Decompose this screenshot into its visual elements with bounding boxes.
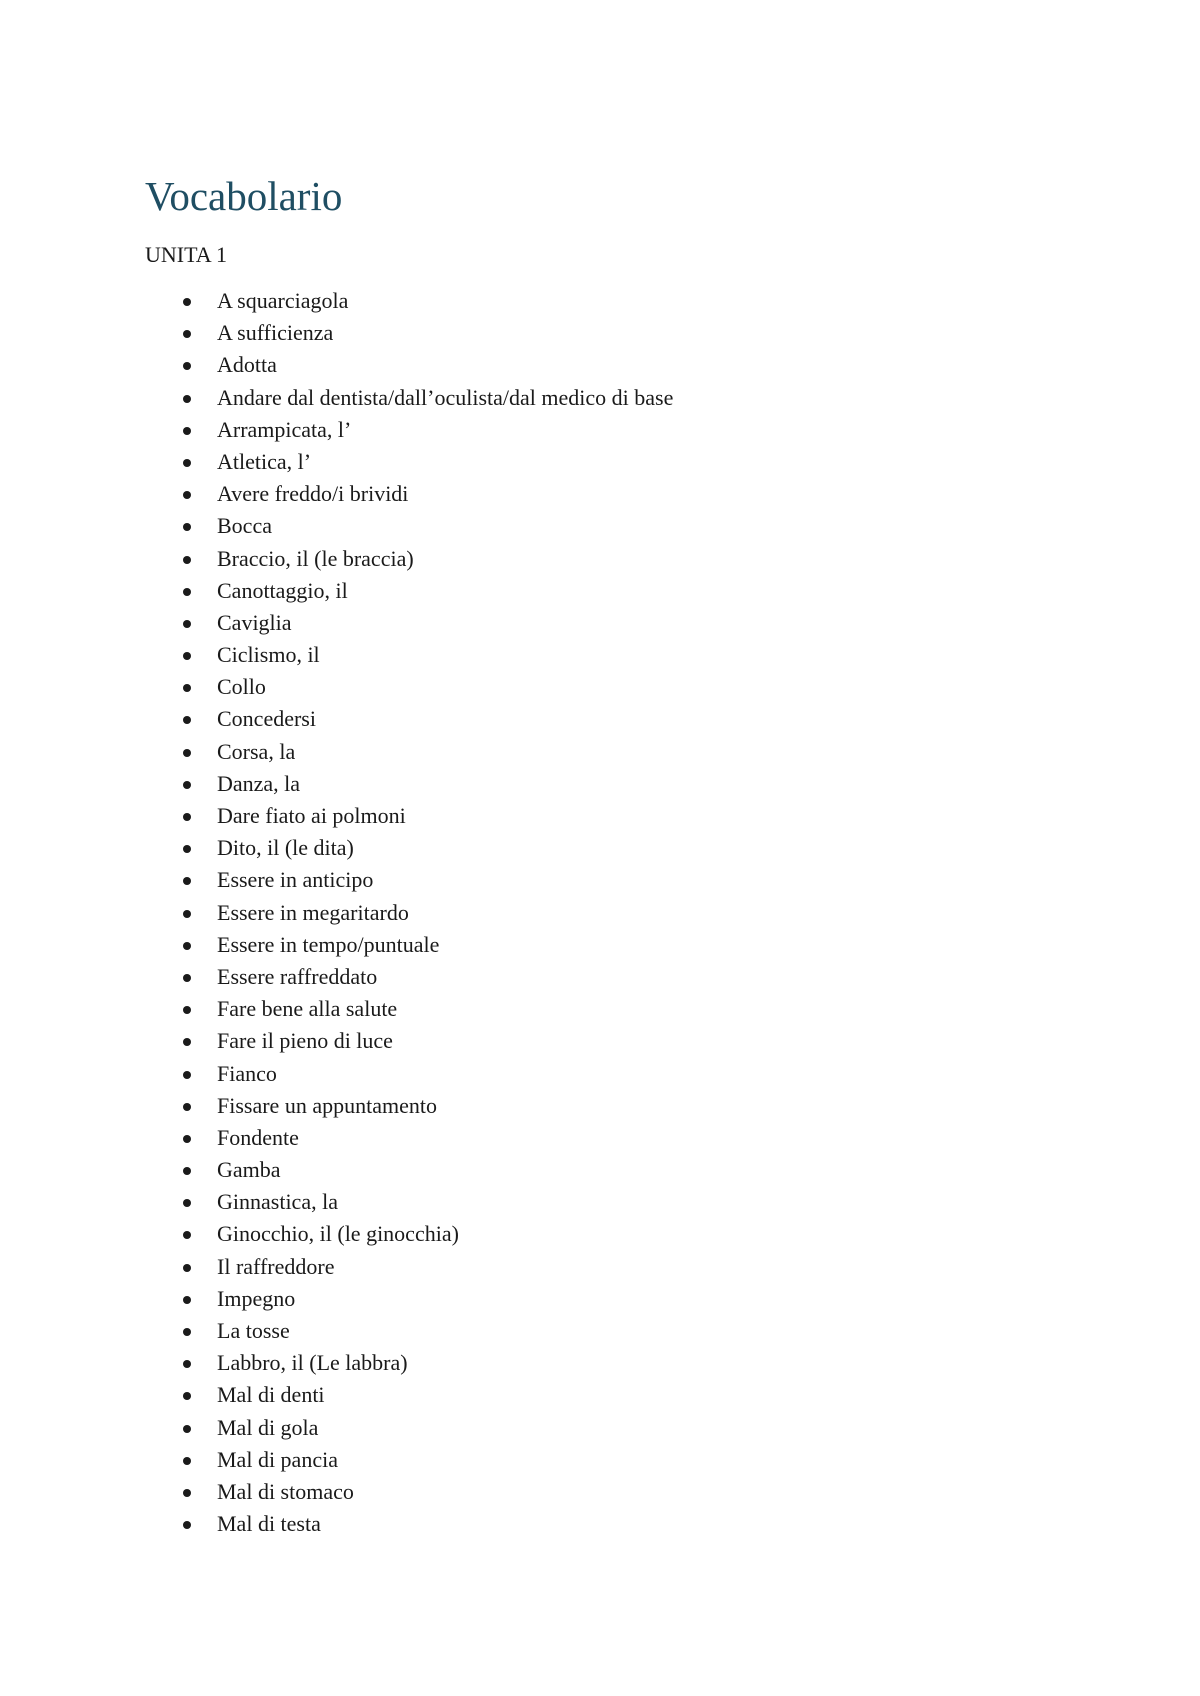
list-item	[0, 417, 900, 449]
list-item-text: Mal di gola	[217, 1414, 319, 1440]
list-item	[0, 352, 900, 384]
list-item	[0, 1286, 900, 1318]
list-item-text: Mal di testa	[217, 1511, 321, 1537]
list-item-text: Il raffreddore	[217, 1253, 335, 1279]
bullet-icon	[183, 1167, 191, 1175]
list-item-text: Gamba	[217, 1157, 281, 1183]
bullet-icon	[183, 1296, 191, 1304]
bullet-icon	[183, 427, 191, 435]
bullet-icon	[183, 1457, 191, 1465]
list-item	[0, 1511, 900, 1543]
bullet-icon	[183, 1489, 191, 1497]
list-item-text: Braccio, il (le braccia)	[217, 545, 414, 571]
bullet-icon	[183, 974, 191, 982]
bullet-icon	[183, 716, 191, 724]
list-item	[0, 578, 900, 610]
list-item	[0, 1093, 900, 1125]
bullet-icon	[183, 1392, 191, 1400]
bullet-icon	[183, 942, 191, 950]
bullet-icon	[183, 877, 191, 885]
list-item	[0, 771, 900, 803]
bullet-icon	[183, 1231, 191, 1239]
list-item-text: Fissare un appuntamento	[217, 1092, 437, 1118]
list-item	[0, 674, 900, 706]
list-item	[0, 1382, 900, 1414]
list-item	[0, 1221, 900, 1253]
list-item-text: Adotta	[217, 352, 277, 378]
list-item-text: Essere in anticipo	[217, 867, 374, 893]
list-item-text: Atletica, l’	[217, 448, 312, 474]
bullet-icon	[183, 459, 191, 467]
list-item	[0, 932, 900, 964]
list-item	[0, 1061, 900, 1093]
bullet-icon	[183, 910, 191, 918]
document-title: Vocabolario	[145, 173, 343, 219]
list-item-text: Arrampicata, l’	[217, 416, 352, 442]
list-item-text: Mal di denti	[217, 1382, 325, 1408]
bullet-icon	[183, 298, 191, 306]
list-item-text: Canottaggio, il	[217, 577, 348, 603]
list-item	[0, 320, 900, 352]
bullet-icon	[183, 556, 191, 564]
bullet-icon	[183, 588, 191, 596]
bullet-icon	[183, 362, 191, 370]
list-item	[0, 288, 900, 320]
list-item	[0, 513, 900, 545]
list-item-text: Impegno	[217, 1285, 296, 1311]
list-item-text: Caviglia	[217, 609, 292, 635]
list-item	[0, 835, 900, 867]
list-item	[0, 1157, 900, 1189]
bullet-icon	[183, 1038, 191, 1046]
list-item-text: A sufficienza	[217, 320, 334, 346]
bullet-icon	[183, 684, 191, 692]
list-item-text: Mal di stomaco	[217, 1478, 354, 1504]
list-item	[0, 739, 900, 771]
list-item	[0, 642, 900, 674]
list-item	[0, 385, 900, 417]
bullet-icon	[183, 1360, 191, 1368]
list-item	[0, 1125, 900, 1157]
bullet-icon	[183, 1006, 191, 1014]
list-item-text: Andare dal dentista/dall’oculista/dal medico di base	[217, 384, 674, 410]
bullet-icon	[183, 1521, 191, 1529]
section-label: UNITA 1	[145, 242, 227, 267]
list-item-text: Concedersi	[217, 706, 316, 732]
list-item	[0, 803, 900, 835]
vocabulary-list	[0, 288, 900, 1543]
list-item-text: La tosse	[217, 1318, 290, 1343]
list-item	[0, 1415, 900, 1447]
list-item-text: A squarciagola	[217, 288, 349, 313]
list-item-text: Fianco	[217, 1060, 277, 1086]
list-item	[0, 1189, 900, 1221]
list-item	[0, 964, 900, 996]
list-item-text: Labbro, il (Le labbra)	[217, 1350, 408, 1376]
bullet-icon	[183, 1264, 191, 1272]
list-item-text: Dare fiato ai polmoni	[217, 803, 406, 828]
bullet-icon	[183, 813, 191, 821]
bullet-icon	[183, 1425, 191, 1433]
list-item	[0, 1479, 900, 1511]
list-item	[0, 1350, 900, 1382]
list-item	[0, 481, 900, 513]
list-item-text: Fare il pieno di luce	[217, 1028, 393, 1054]
list-item-text: Ciclismo, il	[217, 642, 320, 668]
bullet-icon	[183, 330, 191, 338]
list-item	[0, 546, 900, 578]
list-item-text: Ginocchio, il (le ginocchia)	[217, 1221, 459, 1247]
list-item	[0, 996, 900, 1028]
list-item-text: Essere in tempo/puntuale	[217, 931, 440, 957]
list-item-text: Essere raffreddato	[217, 963, 378, 989]
list-item-text: Dito, il (le dita)	[217, 835, 354, 861]
list-item	[0, 706, 900, 738]
list-item-text: Fare bene alla salute	[217, 996, 398, 1022]
list-item-text: Bocca	[217, 513, 272, 539]
bullet-icon	[183, 1199, 191, 1207]
list-item	[0, 900, 900, 932]
list-item	[0, 449, 900, 481]
bullet-icon	[183, 1103, 191, 1111]
list-item-text: Mal di pancia	[217, 1446, 338, 1472]
list-item-text: Essere in megaritardo	[217, 899, 409, 925]
list-item	[0, 610, 900, 642]
bullet-icon	[183, 845, 191, 853]
bullet-icon	[183, 781, 191, 789]
bullet-icon	[183, 1135, 191, 1143]
list-item-text: Corsa, la	[217, 738, 296, 764]
bullet-icon	[183, 652, 191, 660]
list-item-text: Danza, la	[217, 770, 301, 796]
list-item	[0, 1447, 900, 1479]
list-item	[0, 1318, 900, 1350]
bullet-icon	[183, 395, 191, 403]
list-item	[0, 1254, 900, 1286]
bullet-icon	[183, 523, 191, 531]
list-item-text: Collo	[217, 674, 266, 700]
list-item	[0, 1028, 900, 1060]
list-item-text: Fondente	[217, 1124, 299, 1150]
bullet-icon	[183, 1071, 191, 1079]
bullet-icon	[183, 749, 191, 757]
list-item	[0, 867, 900, 899]
bullet-icon	[183, 491, 191, 499]
list-item-text: Ginnastica, la	[217, 1189, 338, 1215]
list-item-text: Avere freddo/i brividi	[217, 481, 409, 507]
bullet-icon	[183, 1328, 191, 1336]
bullet-icon	[183, 620, 191, 628]
